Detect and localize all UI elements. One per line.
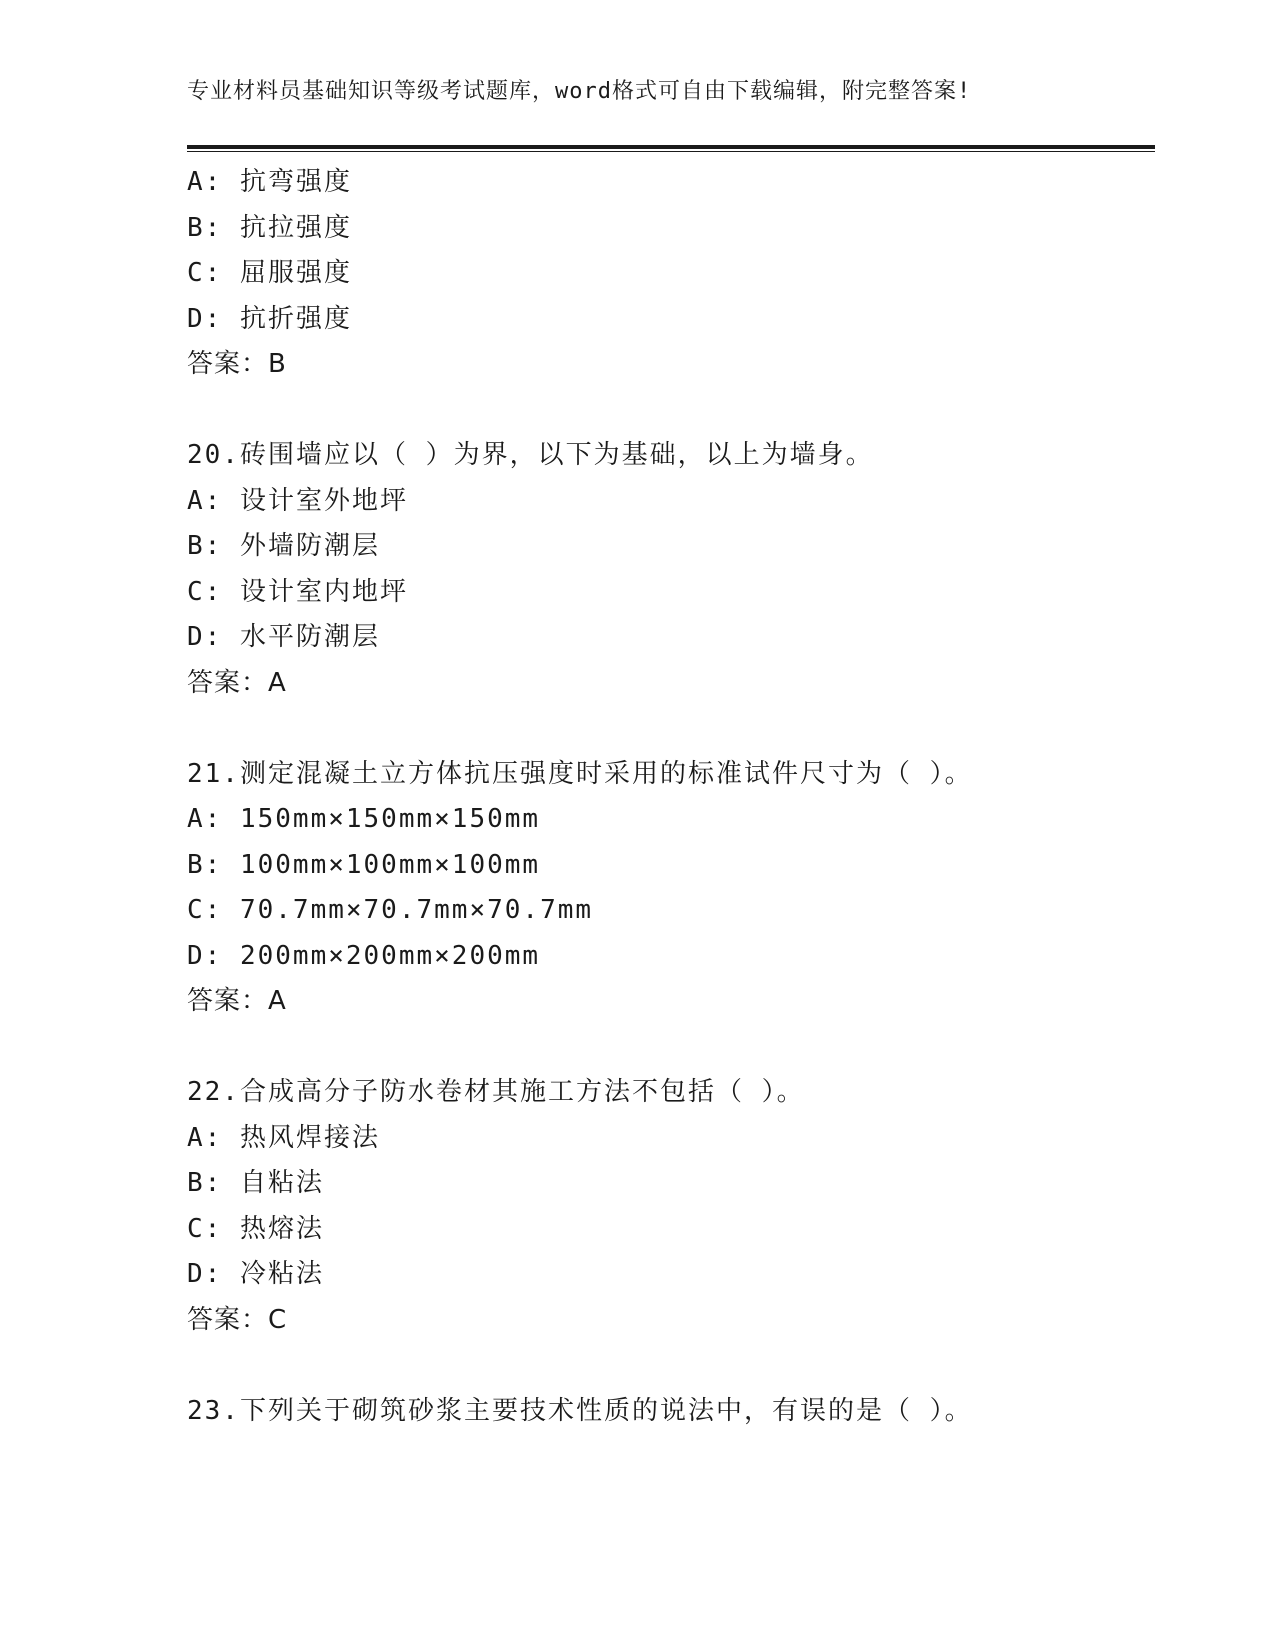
question-22: [187, 1070, 1155, 1343]
option-a: A: 热风焊接法: [187, 1122, 380, 1153]
option-a: A: 抗弯强度: [187, 167, 352, 197]
question-23: [187, 1389, 1155, 1435]
question-20: [187, 433, 1155, 706]
answer-line: 答案：C: [187, 1304, 288, 1335]
question-stem: 23.下列关于砌筑砂浆主要技术性质的说法中，有误的是（ ）。: [187, 1395, 973, 1426]
page-header: 专业材料员基础知识等级考试题库，word格式可自由下载编辑，附完整答案!: [187, 79, 972, 104]
header-divider-thin: [187, 151, 1155, 152]
option-c: C: 设计室内地坪: [187, 576, 408, 607]
option-c: C: 70.7mm×70.7mm×70.7mm: [187, 895, 594, 925]
spacer: [187, 1343, 1155, 1389]
spacer: [187, 706, 1155, 752]
option-c: C: 屈服强度: [187, 258, 352, 288]
option-c: C: 热熔法: [187, 1213, 324, 1244]
option-a: A: 150mm×150mm×150mm: [187, 804, 541, 834]
option-a: A: 设计室外地坪: [187, 485, 408, 516]
option-d: D: 水平防潮层: [187, 622, 380, 652]
header-divider-thick: [187, 145, 1155, 149]
question-stem: 21.测定混凝土立方体抗压强度时采用的标准试件尺寸为（ ）。: [187, 758, 973, 789]
spacer: [187, 388, 1155, 434]
question-19-partial: [187, 160, 1155, 388]
option-b: B: 自粘法: [187, 1168, 324, 1198]
question-21: [187, 752, 1155, 1025]
option-d: D: 200mm×200mm×200mm: [187, 940, 541, 971]
answer-line: 答案：A: [187, 667, 287, 698]
option-d: D: 冷粘法: [187, 1259, 324, 1289]
option-b: B: 100mm×100mm×100mm: [187, 849, 541, 880]
option-d: D: 抗折强度: [187, 303, 352, 334]
answer-line: 答案：B: [187, 349, 287, 379]
option-b: B: 外墙防潮层: [187, 531, 380, 561]
question-stem: 22.合成高分子防水卷材其施工方法不包括（ ）。: [187, 1077, 805, 1107]
option-b: B: 抗拉强度: [187, 212, 352, 243]
question-stem: 20.砖围墙应以（ ）为界，以下为基础，以上为墙身。: [187, 440, 874, 470]
spacer: [187, 1025, 1155, 1071]
answer-line: 答案：A: [187, 986, 287, 1016]
question-list: [187, 160, 1155, 1434]
